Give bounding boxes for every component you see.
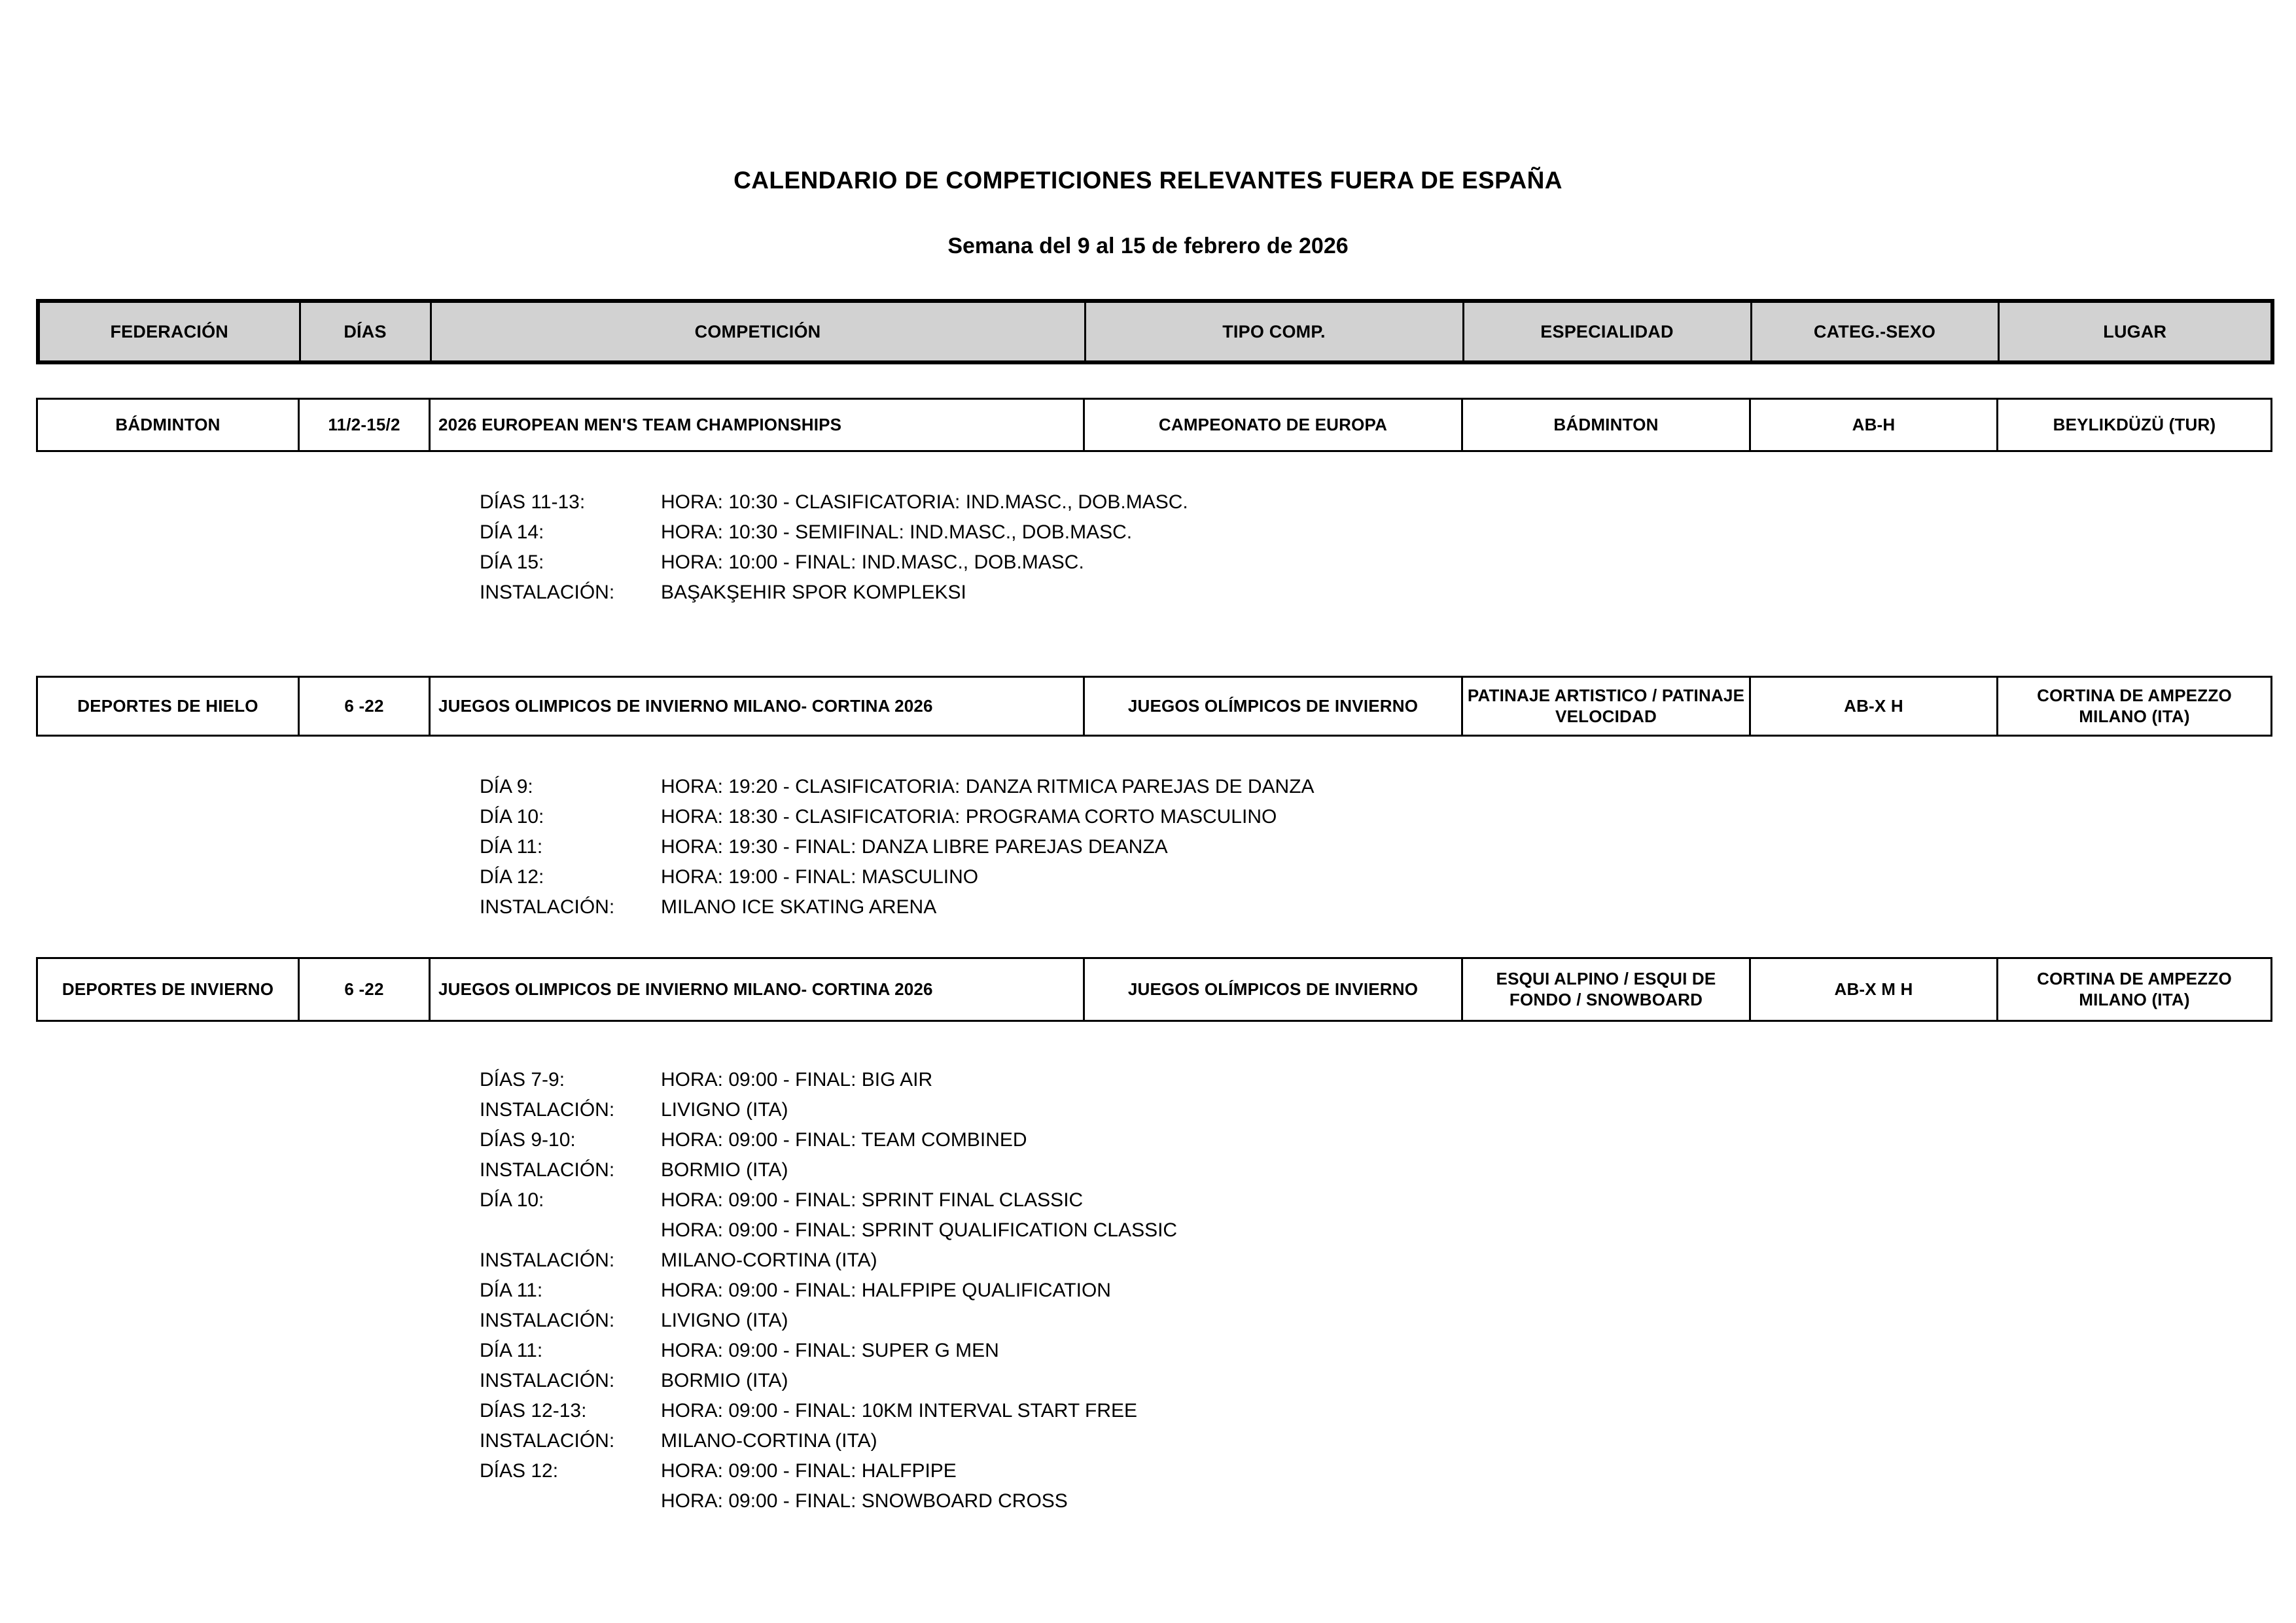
cell-federacion: DEPORTES DE HIELO bbox=[37, 677, 299, 736]
detail-line bbox=[480, 1306, 1177, 1336]
calendar-table-header bbox=[36, 299, 2274, 364]
page-title: CALENDARIO DE COMPETICIONES RELEVANTES FUERA DE ESPAÑA bbox=[733, 167, 1563, 194]
detail-value: MILANO ICE SKATING ARENA bbox=[661, 896, 937, 918]
detail-line bbox=[480, 548, 1188, 578]
detail-value: LIVIGNO (ITA) bbox=[661, 1310, 788, 1331]
column-header-competicion: COMPETICIÓN bbox=[431, 301, 1085, 362]
detail-block-deportes-de-hielo bbox=[480, 772, 1315, 922]
detail-value: HORA: 10:30 - SEMIFINAL: IND.MASC., DOB.MASC. bbox=[661, 521, 1133, 543]
detail-line bbox=[480, 1246, 1177, 1276]
detail-line bbox=[480, 1215, 1177, 1246]
cell-tipo-comp: CAMPEONATO DE EUROPA bbox=[1084, 399, 1462, 451]
detail-label: DÍAS 12-13: bbox=[480, 1400, 587, 1422]
detail-value: HORA: 09:00 - FINAL: HALFPIPE bbox=[661, 1460, 957, 1482]
detail-value: BORMIO (ITA) bbox=[661, 1370, 788, 1391]
detail-line bbox=[480, 1336, 1177, 1366]
cell-lugar: CORTINA DE AMPEZZO MILANO (ITA) bbox=[1998, 958, 2272, 1021]
detail-line bbox=[480, 1095, 1177, 1125]
detail-value: HORA: 10:30 - CLASIFICATORIA: IND.MASC., DOB.MASC. bbox=[661, 491, 1188, 513]
detail-line bbox=[480, 1065, 1177, 1095]
detail-label: DÍAS 11-13: bbox=[480, 491, 586, 513]
cell-lugar: CORTINA DE AMPEZZO MILANO (ITA) bbox=[1998, 677, 2272, 736]
cell-especialidad: PATINAJE ARTISTICO / PATINAJE VELOCIDAD bbox=[1462, 677, 1750, 736]
detail-line bbox=[480, 578, 1188, 608]
detail-value: HORA: 19:20 - CLASIFICATORIA: DANZA RITMICA PAREJAS DE DANZA bbox=[661, 776, 1315, 797]
detail-line bbox=[480, 832, 1315, 862]
detail-line bbox=[480, 1155, 1177, 1185]
detail-label: INSTALACIÓN: bbox=[480, 1249, 615, 1271]
detail-line bbox=[480, 802, 1315, 832]
detail-line bbox=[480, 1456, 1177, 1486]
detail-label: INSTALACIÓN: bbox=[480, 1099, 615, 1121]
detail-value: BAŞAKŞEHIR SPOR KOMPLEKSI bbox=[661, 582, 966, 603]
column-header-categ-sexo: CATEG.-SEXO bbox=[1751, 301, 1998, 362]
detail-label: DÍA 9: bbox=[480, 776, 533, 797]
detail-value: HORA: 09:00 - FINAL: SPRINT FINAL CLASSIC bbox=[661, 1189, 1084, 1211]
detail-label: INSTALACIÓN: bbox=[480, 1430, 615, 1452]
table-row bbox=[37, 677, 2272, 736]
detail-label: INSTALACIÓN: bbox=[480, 1310, 615, 1331]
table-row-deportes-de-invierno bbox=[36, 957, 2272, 1022]
detail-label: DÍA 10: bbox=[480, 806, 544, 828]
cell-competicion: JUEGOS OLIMPICOS DE INVIERNO MILANO- CORTINA 2026 bbox=[430, 677, 1084, 736]
detail-line bbox=[480, 1276, 1177, 1306]
column-header-dias: DÍAS bbox=[300, 301, 431, 362]
cell-dias: 6 -22 bbox=[299, 677, 430, 736]
detail-value: HORA: 19:30 - FINAL: DANZA LIBRE PAREJAS DEANZA bbox=[661, 836, 1168, 858]
cell-federacion: DEPORTES DE INVIERNO bbox=[37, 958, 299, 1021]
cell-tipo-comp: JUEGOS OLÍMPICOS DE INVIERNO bbox=[1084, 677, 1462, 736]
detail-value: HORA: 09:00 - FINAL: BIG AIR bbox=[661, 1069, 933, 1091]
detail-label: INSTALACIÓN: bbox=[480, 1159, 615, 1181]
detail-line bbox=[480, 1486, 1177, 1516]
detail-line bbox=[480, 1366, 1177, 1396]
detail-value: HORA: 09:00 - FINAL: SUPER G MEN bbox=[661, 1340, 999, 1361]
column-header-lugar: LUGAR bbox=[1998, 301, 2272, 362]
detail-label: DÍA 11: bbox=[480, 836, 543, 858]
detail-line bbox=[480, 892, 1315, 922]
cell-competicion: JUEGOS OLIMPICOS DE INVIERNO MILANO- CORTINA 2026 bbox=[430, 958, 1084, 1021]
detail-value: HORA: 09:00 - FINAL: TEAM COMBINED bbox=[661, 1129, 1027, 1151]
detail-value: HORA: 09:00 - FINAL: HALFPIPE QUALIFICATION bbox=[661, 1280, 1111, 1301]
detail-label: DÍA 11: bbox=[480, 1280, 543, 1301]
page-subtitle: Semana del 9 al 15 de febrero de 2026 bbox=[947, 234, 1349, 258]
detail-line bbox=[480, 1396, 1177, 1426]
column-header-federacion: FEDERACIÓN bbox=[38, 301, 300, 362]
detail-line bbox=[480, 772, 1315, 802]
table-row bbox=[37, 399, 2272, 451]
detail-label: DÍAS 9-10: bbox=[480, 1129, 576, 1151]
detail-label: DÍA 11: bbox=[480, 1340, 543, 1361]
table-header-row bbox=[38, 301, 2272, 362]
detail-label: DÍA 14: bbox=[480, 521, 544, 543]
detail-value: HORA: 19:00 - FINAL: MASCULINO bbox=[661, 866, 979, 888]
detail-label: INSTALACIÓN: bbox=[480, 896, 615, 918]
detail-block-badminton bbox=[480, 487, 1188, 608]
detail-label: DÍA 12: bbox=[480, 866, 544, 888]
detail-line bbox=[480, 487, 1188, 517]
detail-value: HORA: 09:00 - FINAL: SPRINT QUALIFICATION CLASSIC bbox=[661, 1219, 1178, 1241]
detail-value: MILANO-CORTINA (ITA) bbox=[661, 1430, 877, 1452]
detail-value: HORA: 18:30 - CLASIFICATORIA: PROGRAMA CORTO MASCULINO bbox=[661, 806, 1277, 828]
detail-label: DÍAS 7-9: bbox=[480, 1069, 565, 1091]
detail-line bbox=[480, 517, 1188, 548]
detail-value: HORA: 09:00 - FINAL: SNOWBOARD CROSS bbox=[661, 1490, 1068, 1512]
cell-categ-sexo: AB-X H bbox=[1750, 677, 1998, 736]
column-header-especialidad: ESPECIALIDAD bbox=[1463, 301, 1751, 362]
cell-especialidad: ESQUI ALPINO / ESQUI DE FONDO / SNOWBOARD bbox=[1462, 958, 1750, 1021]
table-row-badminton bbox=[36, 398, 2272, 452]
detail-label: INSTALACIÓN: bbox=[480, 1370, 615, 1391]
detail-label: DÍA 10: bbox=[480, 1189, 544, 1211]
column-header-tipo-comp: TIPO COMP. bbox=[1085, 301, 1463, 362]
detail-line bbox=[480, 1426, 1177, 1456]
detail-line bbox=[480, 1185, 1177, 1215]
cell-categ-sexo: AB-X M H bbox=[1750, 958, 1998, 1021]
detail-value: HORA: 09:00 - FINAL: 10KM INTERVAL START FREE bbox=[661, 1400, 1137, 1422]
detail-line bbox=[480, 862, 1315, 892]
cell-especialidad: BÁDMINTON bbox=[1462, 399, 1750, 451]
detail-line bbox=[480, 1125, 1177, 1155]
detail-label: DÍAS 12: bbox=[480, 1460, 559, 1482]
cell-categ-sexo: AB-H bbox=[1750, 399, 1998, 451]
cell-lugar: BEYLIKDÜZÜ (TUR) bbox=[1998, 399, 2272, 451]
cell-dias: 11/2-15/2 bbox=[299, 399, 430, 451]
detail-value: MILANO-CORTINA (ITA) bbox=[661, 1249, 877, 1271]
cell-tipo-comp: JUEGOS OLÍMPICOS DE INVIERNO bbox=[1084, 958, 1462, 1021]
table-row bbox=[37, 958, 2272, 1021]
detail-label: INSTALACIÓN: bbox=[480, 582, 615, 603]
detail-label: DÍA 15: bbox=[480, 551, 544, 573]
table-row-deportes-de-hielo bbox=[36, 676, 2272, 737]
cell-federacion: BÁDMINTON bbox=[37, 399, 299, 451]
detail-value: BORMIO (ITA) bbox=[661, 1159, 788, 1181]
detail-block-deportes-de-invierno bbox=[480, 1065, 1177, 1516]
detail-value: LIVIGNO (ITA) bbox=[661, 1099, 788, 1121]
detail-value: HORA: 10:00 - FINAL: IND.MASC., DOB.MASC. bbox=[661, 551, 1084, 573]
cell-competicion: 2026 EUROPEAN MEN'S TEAM CHAMPIONSHIPS bbox=[430, 399, 1084, 451]
cell-dias: 6 -22 bbox=[299, 958, 430, 1021]
